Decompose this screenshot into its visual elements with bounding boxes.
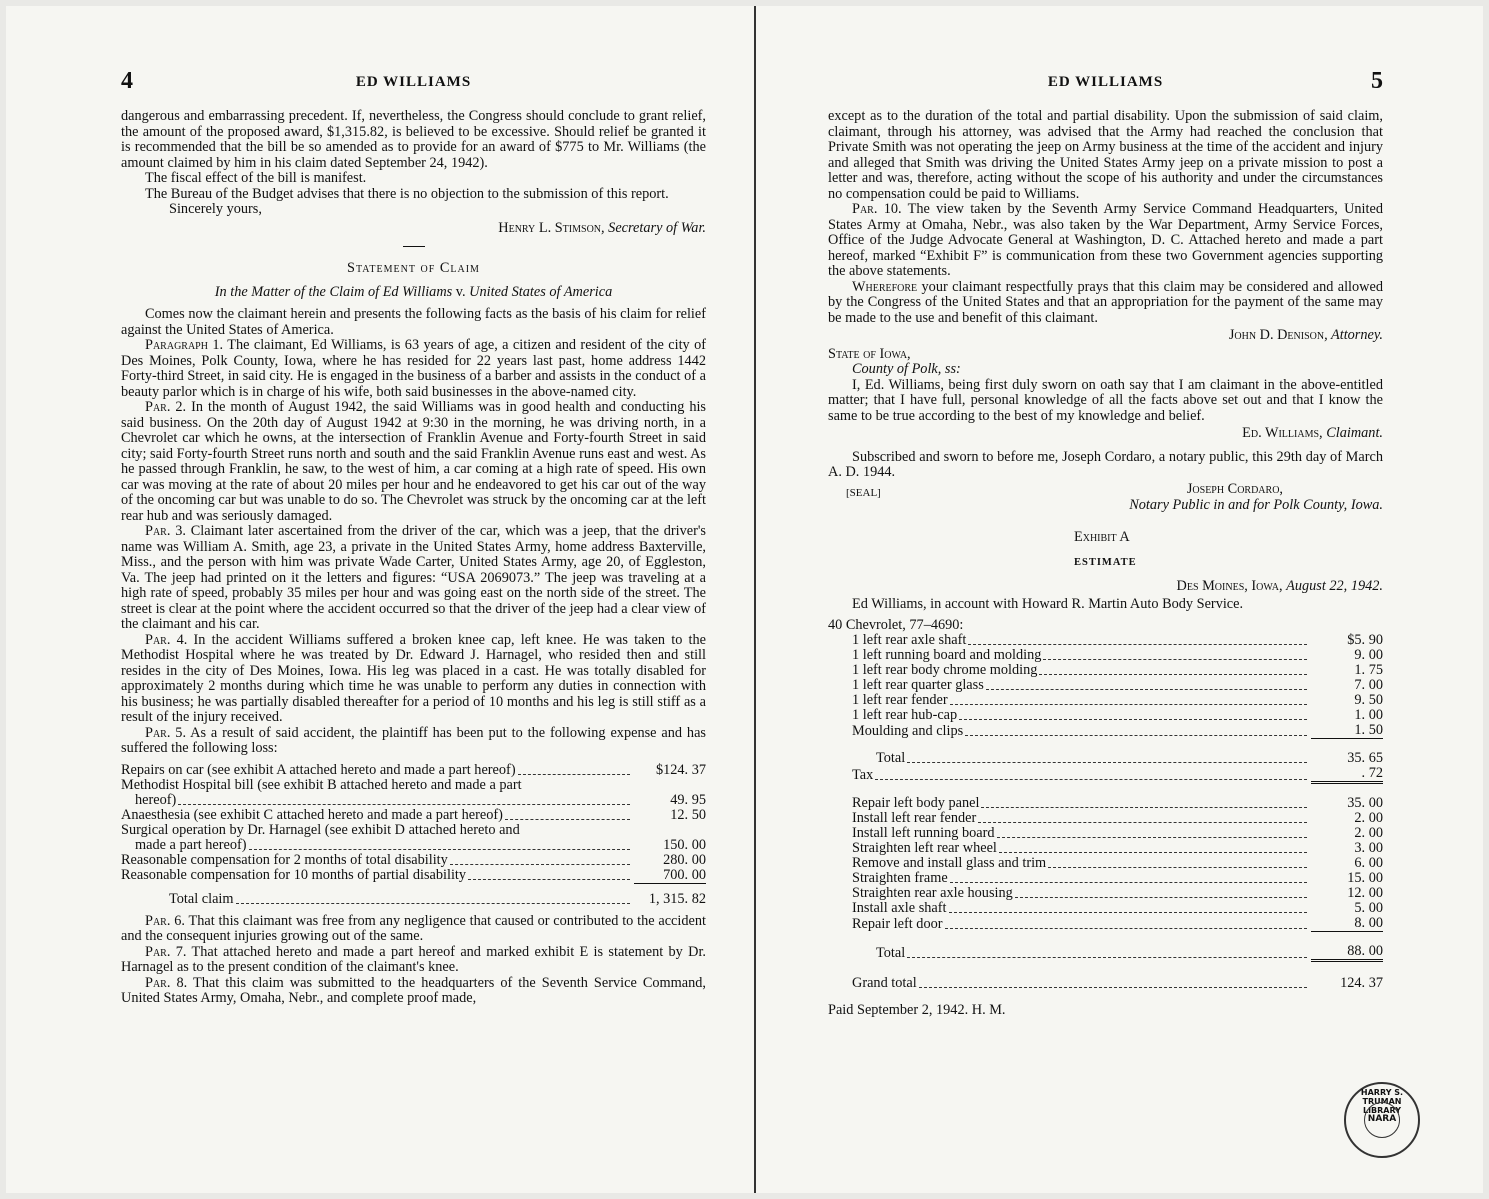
- car-line: 40 Chevrolet, 77–4690:: [828, 616, 964, 633]
- table-row: [852, 648, 1383, 663]
- labor-total-row: [852, 932, 1383, 961]
- table-row: [852, 663, 1383, 678]
- labor-total-label: Total: [876, 944, 906, 961]
- table-row: [852, 723, 1383, 739]
- paragraph-label: Par. 3.: [145, 523, 186, 539]
- paragraph: The Bureau of the Budget advises that there is no objection to the submission of this report.: [145, 185, 669, 202]
- paragraph-label: Wherefore: [852, 278, 918, 295]
- tax-row: [852, 766, 1383, 783]
- paragraph-label: Par. 2.: [145, 399, 187, 415]
- matter-text: In the Matter of the Claim of Ed Williams: [214, 283, 453, 300]
- stamp-center-text: NARA: [1367, 1114, 1397, 1124]
- paragraph: [828, 280, 1383, 327]
- paragraph-text: As a result of said accident, the plaintiff has been put to the following expense and has suffered the following loss:: [121, 724, 706, 756]
- table-row: [852, 708, 1383, 723]
- total-row: [121, 883, 706, 907]
- labor-amount: 2. 00: [1354, 810, 1383, 826]
- paragraph: [121, 726, 706, 757]
- left-page: [121, 6, 706, 1193]
- table-row: [852, 901, 1383, 916]
- loss-description: Anaesthesia (see exhibit C attached hereto and made a part hereof): [121, 806, 503, 823]
- paid-line: Paid September 2, 1942. H. M.: [828, 1002, 1006, 1018]
- oath-paragraph: I, Ed. Williams, being first duly sworn on oath say that I am claimant in the above-entitled matter; that I have full, personal knowledge of all the facts above set out and that I know the same to be true according to the best of my knowledge and belief.: [828, 376, 1383, 424]
- loss-description: Surgical operation by Dr. Harnagel (see exhibit D attached hereto and: [121, 821, 520, 838]
- labor-description: Straighten frame: [852, 870, 948, 886]
- paragraph-text: That this claim was submitted to the headquarters of the Seventh Service Command, United States Army, Omaha, Nebr., and complete proof made,: [121, 974, 706, 1006]
- notary-title: Notary Public in and for Polk County, Iowa.: [1129, 496, 1383, 513]
- attorney-name: John D. Denison: [1228, 327, 1325, 343]
- table-row: [852, 633, 1383, 648]
- paragraph-text: your claimant respectfully prays that this claim may be considered and allowed by the Congress of the United States and that an appropriation for the payment of the same may be made to the use and benefit of this claimant.: [828, 278, 1383, 326]
- attorney-signature: [828, 328, 1383, 344]
- labor-description: Install axle shaft: [852, 900, 947, 916]
- labor-description: Straighten rear axle housing: [852, 885, 1013, 901]
- labor-amount: 2. 00: [1354, 825, 1383, 841]
- table-row: [121, 823, 706, 853]
- part-description: 1 left rear fender: [852, 692, 948, 708]
- account-line: Ed Williams, in account with Howard R. Martin Auto Body Service.: [852, 596, 1244, 612]
- labor-amount: 12. 00: [1347, 885, 1383, 901]
- paragraph: [121, 914, 706, 945]
- paragraph-label: Par. 7.: [145, 943, 187, 960]
- paragraph: [121, 976, 706, 1007]
- signature-title: , Secretary of War.: [601, 219, 706, 236]
- grand-total-label: Grand total: [852, 975, 917, 991]
- part-description: 1 left rear hub-cap: [852, 707, 958, 723]
- document-spread: [6, 6, 1483, 1193]
- loss-amount: 280. 00: [663, 851, 706, 868]
- part-amount: 9. 50: [1354, 692, 1383, 708]
- labor-total-amount: 88. 00: [1311, 932, 1383, 961]
- exhibit-heading: Exhibit A: [1074, 528, 1130, 545]
- page-number: 5: [1371, 68, 1383, 94]
- total-label: Total claim: [169, 890, 234, 907]
- signature-name: Henry L. Stimson: [498, 219, 602, 236]
- county-line: County of Polk, ss:: [852, 361, 961, 377]
- estimate-heading: ESTIMATE: [1074, 557, 1137, 568]
- loss-description: made a part hereof): [135, 836, 247, 853]
- tax-label: Tax: [852, 766, 874, 783]
- paragraph-label: Par. 6.: [145, 912, 185, 929]
- loss-description: Reasonable compensation for 10 months of partial disability: [121, 867, 467, 883]
- labor-description: Install left rear fender: [852, 810, 977, 826]
- paragraph: [828, 202, 1383, 280]
- table-row: [852, 886, 1383, 901]
- total-amount: 1, 315. 82: [634, 883, 706, 907]
- loss-amount: 700. 00: [663, 866, 706, 883]
- library-stamp: [1344, 1082, 1420, 1158]
- estimate-place: Des Moines, Iowa,: [1176, 577, 1287, 594]
- part-description: Moulding and clips: [852, 722, 964, 739]
- subtotal-label: Total: [876, 750, 906, 766]
- paragraph: The fiscal effect of the bill is manifest.: [145, 170, 367, 186]
- matter-text: United States of America: [469, 283, 613, 300]
- grand-total-row: [852, 961, 1383, 992]
- paragraph: [121, 400, 706, 524]
- labor-amount: 6. 00: [1354, 855, 1383, 871]
- claimant-name: Ed. Williams: [1242, 425, 1320, 441]
- loss-description: hereof): [135, 791, 177, 808]
- stamp-ring-text: HARRY S. TRUMAN LIBRARY: [1360, 1088, 1404, 1115]
- part-description: 1 left rear quarter glass: [852, 677, 984, 693]
- paragraph-label: Par. 10.: [852, 201, 902, 217]
- labor-amount: 35. 00: [1311, 783, 1383, 812]
- page-number: 4: [121, 68, 133, 94]
- loss-amount: 49. 95: [670, 791, 706, 808]
- seal-label: [SEAL]: [846, 486, 881, 499]
- labor-description: Straighten left rear wheel: [852, 840, 997, 856]
- running-head: ED WILLIAMS: [1047, 74, 1164, 90]
- table-row: [121, 808, 706, 823]
- table-row: [852, 783, 1383, 812]
- paragraph-text: The view taken by the Seventh Army Service Command Headquarters, United States Army at Omaha, Nebr., was also taken by the War Department, Army Service Forces, Office of the Judge Advocate General at Washington, D. C. Attached hereto and made a part hereof, marked “Exhibit F” is communication from these two Government agencies supporting the above statements.: [828, 201, 1383, 279]
- part-description: 1 left rear axle shaft: [852, 632, 967, 648]
- paragraph-text: In the accident Williams suffered a broken knee cap, left knee. He was taken to the Methodist Hospital where he was treated by Dr. Edward J. Harnagel, who resided then and still resides in the city of Des Moines, Iowa. His leg was placed in a cast. He was totally disabled for approximately 2 months during which time he was unable to perform any duties in connection with his business; he was partially disabled thereafter for a period of 10 months and his leg is still stiff as a result of the injury received.: [121, 631, 706, 725]
- table-row: [852, 693, 1383, 708]
- part-amount: 7. 00: [1354, 677, 1383, 693]
- signature: [121, 221, 706, 237]
- part-amount: 1. 00: [1354, 707, 1383, 723]
- paragraph: dangerous and embarrassing precedent. If, nevertheless, the Congress should conclude to grant relief, the amount of the proposed award, $1,315.82, is believed to be excessive. Should relief be granted it is recommended that the bill be so amended as to provide for an award of $775 to Mr. Williams (the amount claimed by him in his claim dated September 24, 1942).: [121, 108, 706, 171]
- part-amount: 9. 00: [1354, 647, 1383, 663]
- right-body: [828, 109, 1383, 1019]
- closing: Sincerely yours,: [169, 201, 262, 217]
- part-amount: 1. 75: [1354, 662, 1383, 678]
- part-amount: $5. 90: [1347, 632, 1383, 648]
- notary-block: [828, 482, 1383, 514]
- table-row: [121, 853, 706, 868]
- paragraph-label: Par. 4.: [145, 631, 188, 648]
- table-row: [121, 778, 706, 808]
- paragraph-text: In the month of August 1942, the said Williams was in good health and conducting his said business. On the 20th day of August 1942 at 9:30 in the morning, he was driving north, in a Chevrolet car which he owns, at the intersection of Franklin Avenue and Forty-fourth Street in said city; said Forty-fourth Street runs north and south and the said Franklin Avenue runs east and west. As he passed through Franklin, he saw, to the west of him, a car coming at a high rate of speed. His own car was moving at the rate of about 20 miles per hour and he endeavored to get his car out of the way of the oncoming car but was unable to do so. The Chevrolet was struck by the oncoming car at the left rear hub and was seriously damaged.: [121, 399, 707, 524]
- paragraph-text: Claimant later ascertained from the driver of the car, which was a jeep, that the driver's name was William A. Smith, age 23, a private in the United States Army, home address Baxterville, Miss., and the person with him was private Wade Carter, United States Army, age 20, of Eggleston, Va. The jeep had printed on it the letters and figures: “USA 2069073.” The jeep was traveling at a high rate of speed, probably 35 miles per hour and was going east on the north side of the street. The street is clear at the point where the accident occurred so that the driver of the jeep had a clear view of the claimant and his car.: [121, 523, 706, 632]
- page-fold: [754, 6, 756, 1193]
- paragraph-label: Par. 8.: [145, 974, 188, 991]
- table-row: [121, 868, 706, 884]
- loss-amount: 12. 50: [670, 806, 706, 823]
- loss-amount: 150. 00: [663, 836, 706, 853]
- paragraph: [121, 524, 706, 633]
- left-body: [121, 109, 706, 1007]
- part-description: 1 left running board and molding: [852, 647, 1042, 663]
- divider: [403, 246, 425, 247]
- loss-description: Repairs on car (see exhibit A attached hereto and made a part hereof): [121, 761, 516, 778]
- paragraph: [121, 945, 706, 976]
- loss-amount: $124. 37: [655, 761, 706, 778]
- grand-total-amount: 124. 37: [1311, 961, 1383, 992]
- labor-description: Repair left door: [852, 915, 943, 932]
- labor-amount: 3. 00: [1354, 840, 1383, 856]
- right-header: [828, 68, 1383, 94]
- loss-table: [121, 763, 706, 907]
- paragraph-text: The claimant, Ed Williams, is 63 years of age, a citizen and resident of the city of Des Moines, Polk County, Iowa, where he has resided for 22 years last past, home address 1442 Forty-third Street, in said city. He is engaged in the business of a barber and assists in the conduct of a beauty parlor which is in charge of his wife, both said businesses in the above-named city.: [121, 337, 706, 400]
- state-line: State of Iowa,: [828, 345, 911, 362]
- subtotal-amount: 35. 65: [1311, 739, 1383, 767]
- tax-amount: . 72: [1361, 765, 1383, 781]
- table-row: [852, 678, 1383, 693]
- running-head: ED WILLIAMS: [355, 74, 472, 90]
- labor-description: Install left running board: [852, 825, 995, 841]
- paragraph: Comes now the claimant herein and presents the following facts as the basis of his claim for relief against the United States of America.: [121, 306, 706, 338]
- labor-description: Repair left body panel: [852, 795, 980, 811]
- claimant-title: , Claimant.: [1319, 425, 1383, 441]
- loss-description: Methodist Hospital bill (see exhibit B attached hereto and made a part: [121, 776, 522, 793]
- paragraph-label: Par. 5.: [145, 724, 187, 741]
- estimate-dateline: [828, 579, 1383, 595]
- labor-amount: 8. 00: [1354, 915, 1383, 931]
- estimate-date: August 22, 1942.: [1286, 577, 1383, 594]
- table-row: [852, 826, 1383, 841]
- subscribed-paragraph: Subscribed and sworn to before me, Joseph Cordaro, a notary public, this 29th day of March A. D. 1944.: [828, 448, 1383, 480]
- table-row: [121, 763, 706, 778]
- matter-line: [121, 285, 706, 301]
- part-description: 1 left rear body chrome molding: [852, 662, 1038, 678]
- table-row: [852, 856, 1383, 871]
- paragraph: [121, 338, 706, 400]
- loss-description: Reasonable compensation for 2 months of total disability: [121, 851, 448, 868]
- left-header: [121, 68, 706, 94]
- paragraph-text: That attached hereto and made a part hereof and marked exhibit E is statement by Dr. Harnagel as to the present condition of the claimant's knee.: [121, 943, 706, 975]
- paragraph-text: That this claimant was free from any negligence that caused or contributed to the accident and the consequent injuries growing out of the same.: [121, 912, 706, 944]
- paragraph: [121, 633, 706, 726]
- notary-name: Joseph Cordaro,: [1186, 480, 1283, 497]
- table-row: [852, 811, 1383, 826]
- labor-amount: 5. 00: [1354, 900, 1383, 916]
- section-heading: Statement of Claim: [347, 260, 480, 276]
- subtotal-row: [852, 739, 1383, 767]
- matter-v: v.: [452, 283, 470, 300]
- labor-amount: 15. 00: [1347, 870, 1383, 886]
- claimant-signature: [828, 426, 1383, 442]
- paragraph-label: Paragraph 1.: [145, 337, 224, 353]
- table-row: [852, 841, 1383, 856]
- right-page: [828, 6, 1383, 1193]
- part-amount: 1. 50: [1354, 722, 1383, 738]
- labor-description: Remove and install glass and trim: [852, 855, 1047, 871]
- estimate-table: [852, 633, 1383, 991]
- paragraph: except as to the duration of the total and partial disability. Upon the submission of said claim, claimant, through his attorney, was advised that the Army had reached the conclusion that Private Smith was not operating the jeep on Army business at the time of the accident and injury and alleged that Smith was driving the United States Army jeep on a private mission to post a letter and was, therefore, acting without the scope of his authority and under the circumstances no compensation could be paid to Williams.: [828, 108, 1383, 202]
- attorney-title: , Attorney.: [1324, 327, 1383, 343]
- table-row: [852, 871, 1383, 886]
- table-row: [852, 916, 1383, 932]
